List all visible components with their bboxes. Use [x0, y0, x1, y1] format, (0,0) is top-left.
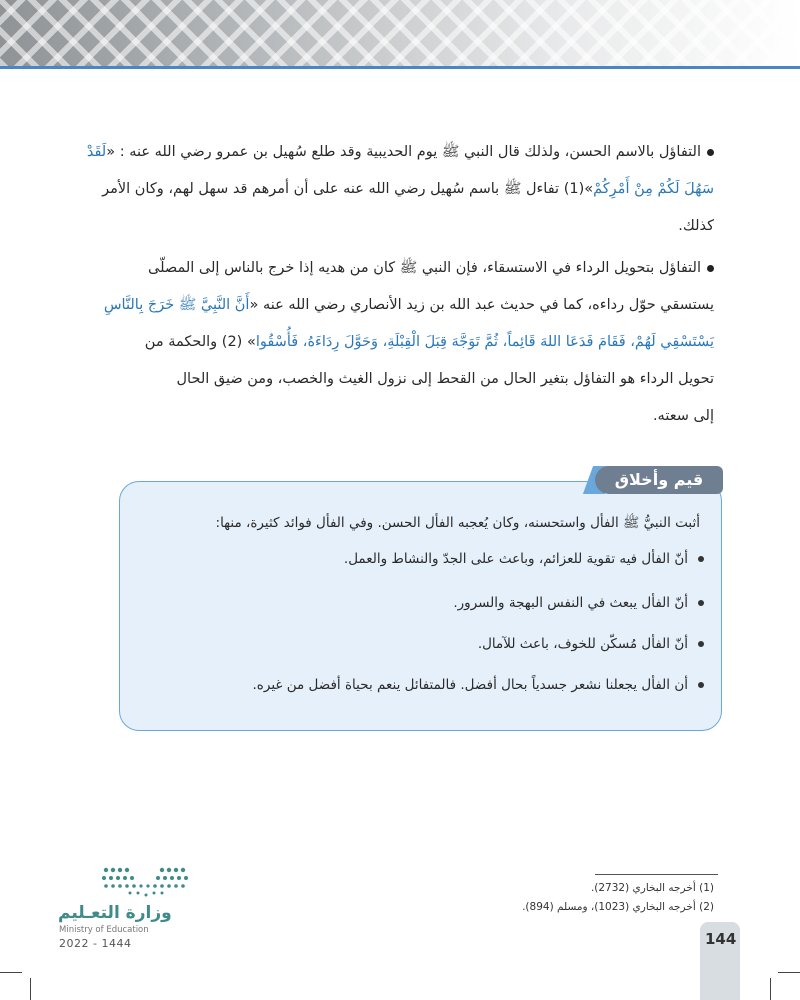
bullet-paragraph-1	[74, 134, 714, 245]
quran-text: سَهُلَ لَكُمْ مِنْ أَمْرِكُمْ	[593, 181, 714, 197]
quran-text: لَقَدْ	[86, 144, 107, 160]
crop-mark	[30, 978, 31, 1000]
ministry-year: 2022 - 1444	[59, 937, 132, 950]
line-text: » (2) والحكمة من	[144, 334, 256, 350]
values-item	[144, 551, 704, 567]
bullet-paragraph-2	[74, 250, 714, 435]
ministry-name-english: Ministry of Education	[59, 925, 149, 935]
bullet-icon	[698, 641, 704, 647]
text-line	[74, 134, 714, 171]
text-line	[74, 171, 714, 208]
line-text: إلى سعته.	[652, 408, 714, 424]
bullet-icon	[698, 682, 704, 688]
bullet-icon	[698, 600, 704, 606]
ministry-logo-icon	[100, 866, 192, 900]
footnote: (2) أخرجه البخاري (1023)، ومسلم (894).	[522, 901, 714, 913]
line-text: كذلك.	[678, 218, 714, 234]
crop-mark	[0, 972, 22, 973]
crop-mark	[778, 972, 800, 973]
text-line	[74, 398, 714, 435]
values-box-title: قيم وأخلاق	[595, 466, 723, 494]
values-item	[144, 677, 704, 693]
quran-text: أَنَّ النَّبِيَّ ﷺ خَرَجَ بِالنَّاسِ	[103, 297, 250, 313]
bullet-icon	[707, 149, 714, 156]
quran-text: يَسْتَسْقِي لَهُمْ، فَقَامَ فَدَعَا اللهَ قَائِماً، ثُمَّ تَوَجَّهَ قِبَلَ الْقِبْلَةِ، وَحَوَّلَ رِدَاءَهُ، فَأُسْقُوا	[255, 334, 714, 350]
values-item-text: أنّ الفأل يبعث في النفس البهجة والسرور.	[453, 595, 688, 611]
ministry-name-arabic: وزارة التعـليم	[58, 903, 172, 923]
values-item	[144, 636, 704, 652]
bullet-icon	[707, 265, 714, 272]
values-item-text: أنّ الفأل فيه تقوية للعزائم، وباعث على الجدّ والنشاط والعمل.	[343, 551, 688, 567]
text-line	[74, 208, 714, 245]
page-number: 144	[705, 930, 737, 948]
line-text: التفاؤل بتحويل الرداء في الاستسقاء، فإن النبي ﷺ كان من هديه إذا خرج بالناس إلى المصلّى	[148, 260, 701, 276]
text-line	[74, 361, 714, 398]
values-item-text: أن الفأل يجعلنا نشعر جسدياً بحال أفضل. فالمتفائل ينعم بحياة أفضل من غيره.	[252, 677, 688, 693]
values-item-text: أنّ الفأل مُسكّن للخوف، باعث للآمال.	[477, 636, 688, 652]
line-text: تحويل الرداء هو التفاؤل بتغير الحال من القحط إلى نزول الغيث والخصب، ومن ضيق الحال	[176, 371, 714, 387]
text-line	[74, 287, 714, 324]
text-line	[74, 324, 714, 361]
bullet-icon	[698, 556, 704, 562]
footnote-divider	[595, 874, 718, 875]
header-pattern-banner	[0, 0, 800, 66]
header-divider	[0, 66, 800, 69]
crop-mark	[770, 978, 771, 1000]
line-text: يستسقي حوّل رداءه، كما في حديث عبد الله بن زيد الأنصاري رضي الله عنه «	[249, 297, 714, 313]
values-item	[144, 595, 704, 611]
footnote: (1) أخرجه البخاري (2732).	[590, 882, 714, 894]
line-text: »(1) تفاءل ﷺ باسم سُهيل رضي الله عنه على أن أمرهم قد سهل لهم، وكان الأمر	[102, 181, 594, 197]
text-line	[74, 250, 714, 287]
line-text: التفاؤل بالاسم الحسن، ولذلك قال النبي ﷺ يوم الحديبية وقد طلع سُهيل بن عمرو رضي الله عنه : «	[106, 144, 701, 160]
values-intro: أثبت النبيُّ ﷺ الفأل واستحسنه، وكان يُعجبه الفأل الحسن. وفي الفأل فوائد كثيرة، منها:	[215, 515, 700, 531]
